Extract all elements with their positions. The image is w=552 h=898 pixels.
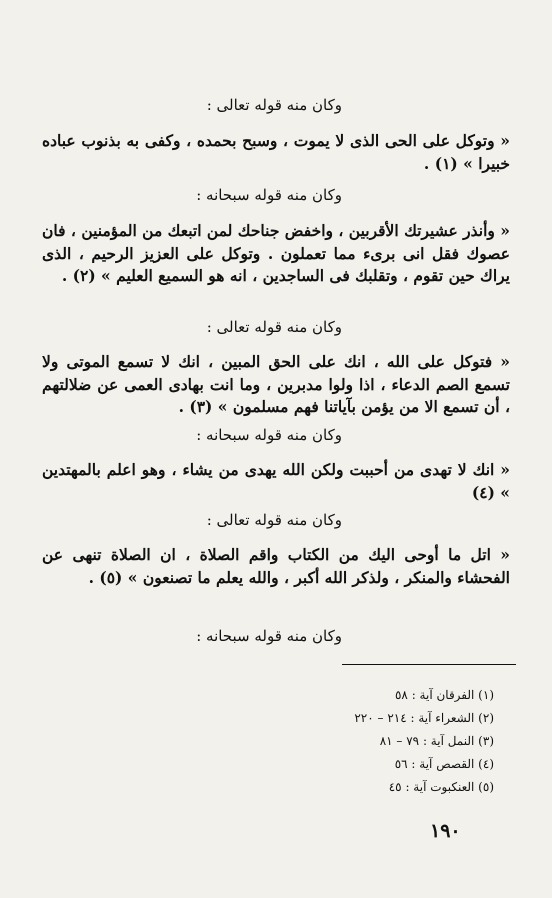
- footnote-separator: [342, 664, 516, 665]
- verse-intro-3: وكان منه قوله تعالى :: [206, 318, 342, 336]
- verse-intro-1: وكان منه قوله تعالى :: [206, 96, 342, 114]
- verse-text-5: « اتل ما أوحى اليك من الكتاب واقم الصلاة ، ان الصلاة تنهى عن الفحشاء والمنكر ، ولذكر الله أكبر ، والله يعلم ما تصنعون » (٥) .: [42, 545, 510, 587]
- footnote-2: (٢) الشعراء آية : ٢١٤ – ٢٢٠: [354, 711, 494, 725]
- footnote-1: (١) الفرقان آية : ٥٨: [394, 688, 494, 702]
- verse-intro-4: وكان منه قوله سبحانه :: [196, 426, 342, 444]
- verse-text-4: « انك لا تهدى من أحببت ولكن الله يهدى من يشاء ، وهو اعلم بالمهتدين » (٤): [42, 460, 510, 502]
- footnote-4: (٤) القصص آية : ٥٦: [394, 757, 494, 771]
- footnote-5: (٥) العنكبوت آية : ٤٥: [388, 780, 494, 794]
- verse-text-2: « وأنذر عشيرتك الأقربين ، واخفض جناحك لمن اتبعك من المؤمنين ، فان عصوك فقل انى برىء مما تعملون . وتوكل على العزيز الرحيم ، الذى يراك حين تقوم ، وتقلبك فى الساجدين ، انه هو السميع العليم » (٢) .: [42, 221, 510, 285]
- page-number: ١٩٠: [430, 820, 461, 842]
- footnote-3: (٣) النمل آية : ٧٩ – ٨١: [379, 734, 494, 748]
- verse-text-1: « وتوكل على الحى الذى لا يموت ، وسبح بحمده ، وكفى به بذنوب عباده خبيرا » (١) .: [42, 131, 510, 173]
- verse-intro-2: وكان منه قوله سبحانه :: [196, 186, 342, 204]
- verse-intro-6: وكان منه قوله سبحانه :: [196, 627, 342, 645]
- verse-intro-5: وكان منه قوله تعالى :: [206, 511, 342, 529]
- verse-text-3: « فتوكل على الله ، انك على الحق المبين ، انك لا تسمع الموتى ولا تسمع الصم الدعاء ، اذا ولوا مدبرين ، وما انت بهادى العمى عن ضلالتهم ، أن تسمع الا من يؤمن بآياتنا فهم مسلمون » (٣) .: [42, 352, 510, 416]
